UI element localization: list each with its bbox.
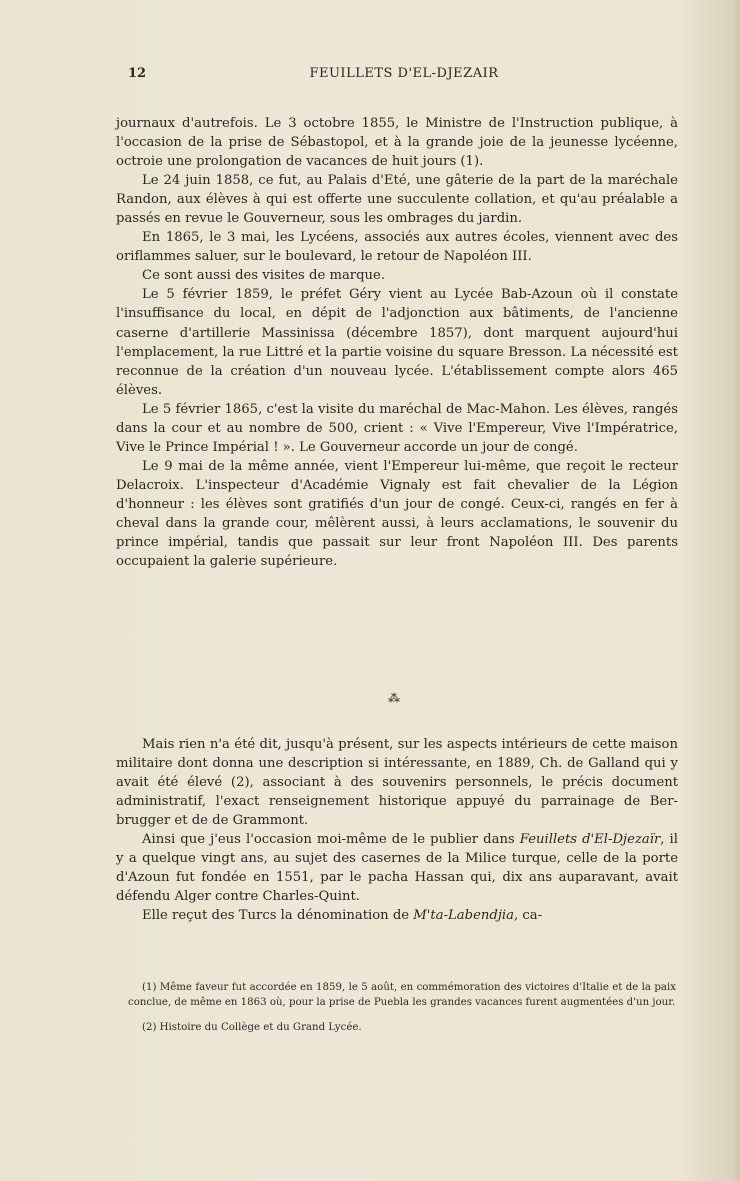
paragraph: Le 5 février 1859, le préfet Géry vient au Lycée Bab-Azoun où il constate l'insuffisance du local, en dépit de l'adjonction aux bâtiments, de l'ancienne caserne d'artillerie Massinissa (décembre 1857), dont marquent aujourd'hui l'emplacement, la rue Littré et la partie voisine du square Bresson. La nécessité est reconnue de la création d'un nouveau lycée. L'établissement compte alors 465 élèves. (116, 287, 678, 398)
footnote-1: (1) Même faveur fut accordée en 1859, le 5 août, en commémoration des victoires d'Italie et de la paix conclue, de même en 1863 où, pour la prise de Puebla les grandes vacances furent augmentées d'un jour. (128, 982, 676, 1008)
paragraph: Ce sont aussi des visites de marque. (142, 268, 386, 284)
paragraph: journaux d'autrefois. Le 3 octobre 1855, le Ministre de l'Instruction publique, à l'occasion de la prise de Sébastopol, et à la grande joie de la jeunesse lycéenne, octroie une prolongation de vacances de huit jours (1). (116, 116, 678, 170)
footnotes (128, 980, 676, 1044)
paragraph: Le 5 février 1865, c'est la visite du maréchal de Mac-Mahon. Les élèves, rangés dans la cour et au nombre de 500, crient : « Vive l'Empereur, Vive l'Impératrice, Vive le Prince Impérial ! ». Le Gouverneur accorde un jour de congé. (116, 401, 678, 455)
footnote-2: (2) Histoire du Collège et du Grand Lycée. (142, 1022, 362, 1033)
running-title: FEUILLETS D'EL-DJEZAIR (309, 66, 499, 81)
section-break-ornament-icon: ⁂ (388, 691, 400, 705)
paragraph: Le 24 juin 1858, ce fut, au Palais d'Eté, une gâterie de la part de la maréchale Randon, aux élèves à qui est offerte une succulente collation, et qu'au préalable a passés en revue le Gouverneur, sous les ombrages du jardin. (116, 173, 678, 227)
paragraph (116, 906, 678, 925)
paragraph: Le 9 mai de la même année, vient l'Empereur lui-même, que reçoit le recteur Delacroix. L'inspecteur d'Académie Vignaly est fait chevalier de la Légion d'honneur : les élèves sont gratifiés d'un jour de congé. Ceux-ci, rangés en fer à cheval dans la grande cour, mêlèrent aussi, à leurs acclamations, le souvenir du prince impérial, tandis que passait sur leur front Napoléon III. Des parents occupaient la galerie supérieure. (116, 458, 678, 570)
text: , ca- (514, 908, 543, 924)
body-text-section-2 (116, 735, 678, 925)
paragraph: En 1865, le 3 mai, les Lycéens, associés aux autres écoles, viennent avec des oriflammes saluer, sur le boulevard, le retour de Napoléon III. (116, 230, 678, 265)
body-text (116, 114, 678, 571)
page-number: 12 (128, 66, 147, 81)
text: , il y a quelque vingt ans, au sujet des casernes de la Milice turque, celle de la porte d'Azoun fut fondée en 1551, par le pacha Hassan qui, dix ans auparavant, avait défendu Alger contre Charles-Quint. (116, 832, 678, 905)
text: Ainsi que j'eus l'occasion moi-même de le publier dans (142, 832, 520, 848)
paragraph: Mais rien n'a été dit, jusqu'à présent, sur les aspects intérieurs de cette maison militaire dont donna une description si intéressante, en 1889, Ch. de Galland qui y avait été élevé (2), associant à des souvenirs personnels, le précis document administratif, l'exact renseignement historique appuyé du parrainage de Berbrugger et de de Grammont. (116, 737, 678, 829)
text: Elle reçut des Turcs la dénomination de (142, 908, 414, 924)
journal-title: Feuillets d'El-Djezaïr (519, 832, 661, 848)
page-header (128, 66, 680, 86)
term: M'ta-Labendjia (413, 908, 515, 924)
paragraph (116, 830, 678, 906)
